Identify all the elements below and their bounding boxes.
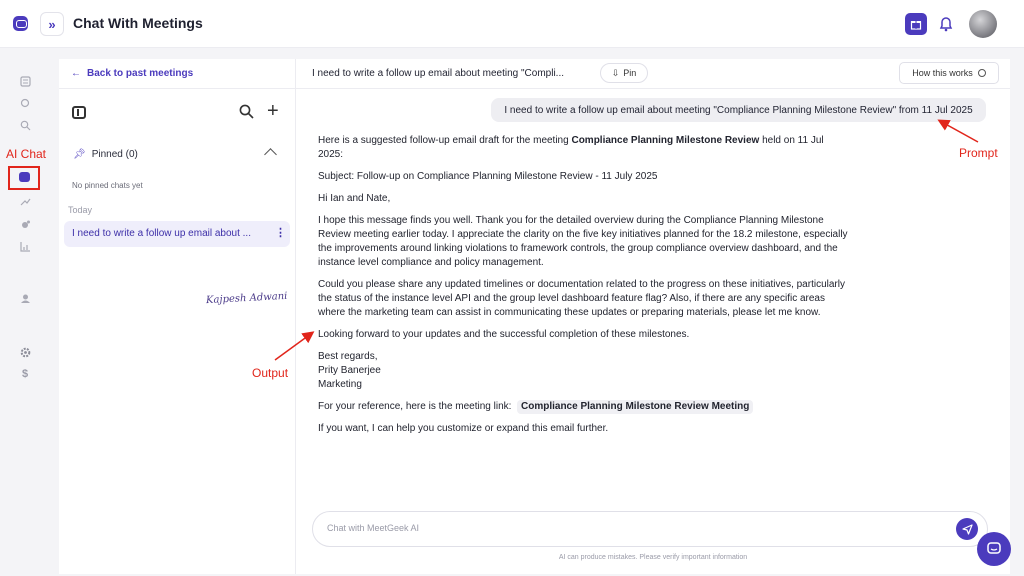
response-reference: For your reference, here is the meeting link: Compliance Planning Milestone Review Meeting — [318, 400, 848, 414]
search-icon[interactable] — [20, 120, 31, 131]
back-link-label: Back to past meetings — [87, 68, 194, 79]
pin-icon: ⇩ — [611, 67, 620, 78]
team-icon[interactable] — [20, 293, 31, 304]
more-icon[interactable]: ⋮ — [275, 227, 286, 239]
response-paragraph: Could you please share any updated timelines or documentation related to the progress on these initiatives, particularly the status of the instance level API and the group level dashboard feature flag? Also, if there are any specific areas where the marketing team can assist in communicating these updates or preparing materials, please let me know. — [318, 279, 845, 318]
pin-button-label: Pin — [623, 68, 637, 78]
disclaimer: AI can produce mistakes. Please verify important information — [558, 554, 748, 561]
divider — [59, 88, 295, 89]
pinned-label: Pinned (0) — [91, 149, 138, 160]
ai-chat-annotation: AI Chat — [6, 147, 47, 161]
back-to-past-meetings-link[interactable] — [71, 68, 193, 79]
chevron-up-icon[interactable] — [264, 148, 277, 161]
response-paragraph: Looking forward to your updates and the successful completion of these milestones. — [318, 329, 690, 340]
avatar[interactable] — [969, 10, 997, 38]
chat-widget-icon[interactable] — [977, 532, 1011, 566]
meeting-link[interactable]: Compliance Planning Milestone Review Meeting — [517, 400, 753, 414]
expand-icon[interactable]: » — [40, 12, 64, 36]
chat-panel — [296, 59, 1010, 574]
send-icon[interactable] — [956, 518, 978, 540]
chat-title: I need to write a follow up email about meeting "Compli... — [312, 68, 565, 79]
pin-icon: 📌︎ — [73, 149, 86, 160]
today-label: Today — [68, 205, 93, 215]
divider — [296, 88, 1010, 89]
chat-item-label: I need to write a follow up email about ... — [72, 228, 251, 239]
search-icon[interactable] — [20, 98, 31, 109]
ai-chat-icon[interactable] — [19, 172, 30, 182]
plus-icon[interactable]: + — [267, 100, 279, 122]
sidebar-toggle-icon[interactable] — [72, 106, 86, 119]
dollar-icon[interactable]: $ — [22, 368, 29, 380]
chat-history-item[interactable] — [64, 221, 290, 247]
response-paragraph: I hope this message finds you well. Thank you for the detailed overview during the Compliance Planning Milestone Review meeting earlier today. I appreciate the clarity on the five key initiatives planned for the 18.2 milestone, especially the improvements around linking violations to framework controls, the group compliance overview dashboard, and the instance level compliance and policy management. — [318, 215, 848, 268]
chat-input[interactable] — [327, 523, 927, 533]
settings-icon[interactable] — [20, 347, 31, 358]
how-this-works-button[interactable] — [899, 62, 999, 84]
response-subject: Subject: Follow-up on Compliance Planning Milestone Review - 11 July 2025 — [318, 171, 658, 182]
notes-icon[interactable] — [20, 76, 31, 87]
search-icon[interactable] — [239, 104, 254, 119]
response-greeting: Hi Ian and Nate, — [318, 193, 391, 204]
bell-icon[interactable] — [938, 15, 954, 32]
info-icon — [978, 69, 986, 77]
prompt-annotation: Prompt — [959, 146, 998, 160]
response-intro: Here is a suggested follow-up email draft for the meeting Compliance Planning Milestone Review held on 11 Jul 2025: — [318, 135, 824, 160]
page-title: Chat With Meetings — [73, 15, 203, 31]
logo-icon[interactable] — [13, 16, 28, 31]
analytics-icon[interactable] — [20, 241, 31, 252]
response-signature: Best regards, Prity Banerjee Marketing — [318, 351, 381, 390]
how-this-works-label: How this works — [912, 68, 973, 78]
share-icon[interactable] — [20, 196, 31, 207]
top-bar — [0, 0, 1024, 48]
no-pinned-text: No pinned chats yet — [72, 181, 143, 190]
chat-history-panel — [59, 59, 296, 574]
gift-icon[interactable] — [905, 13, 927, 35]
chat-input-bar — [312, 511, 988, 547]
arrow-left-icon: ← — [71, 68, 81, 79]
output-annotation: Output — [252, 366, 289, 380]
signature-watermark: Kajpesh Adwani — [205, 290, 288, 307]
ai-response — [318, 134, 848, 444]
pin-button[interactable] — [600, 63, 648, 83]
pinned-section-header[interactable] — [73, 149, 138, 160]
integrations-icon[interactable] — [20, 219, 31, 230]
user-prompt-bubble: I need to write a follow up email about meeting "Compliance Planning Milestone Review" from 11 Jul 2025 — [491, 98, 986, 122]
response-closing: If you want, I can help you customize or expand this email further. — [318, 423, 609, 434]
